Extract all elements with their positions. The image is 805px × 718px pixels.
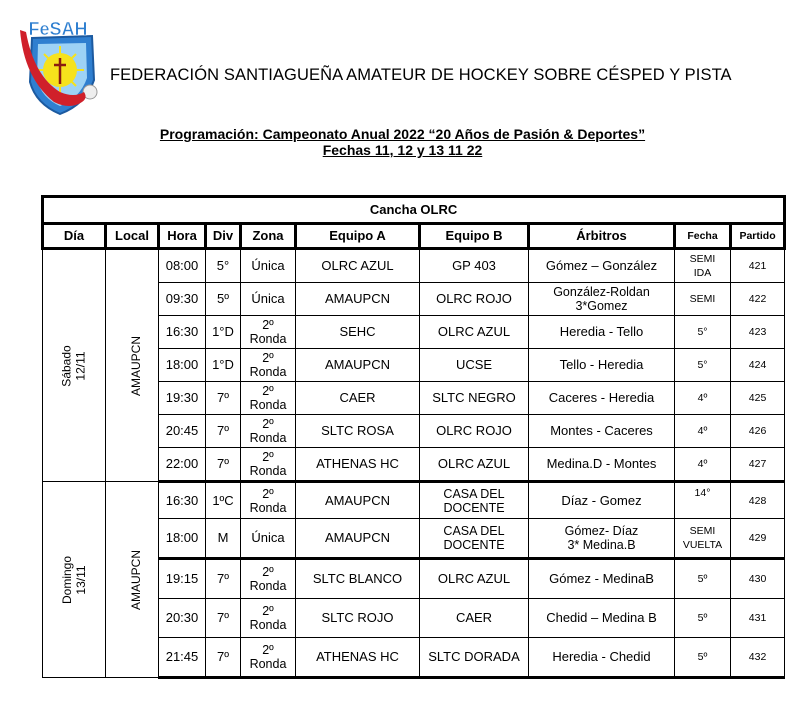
- partido-cell: 427: [731, 448, 785, 482]
- partido-cell: 426: [731, 415, 785, 448]
- partido-cell: 428: [731, 482, 785, 519]
- arbitros-cell: Gómez – González: [529, 249, 675, 283]
- equipo-a-cell: ATHENAS HC: [296, 638, 420, 678]
- col-header-dia: Día: [43, 224, 106, 249]
- equipo-a-cell: SLTC ROJO: [296, 599, 420, 638]
- arbitros-cell: Medina.D - Montes: [529, 448, 675, 482]
- partido-cell: 430: [731, 559, 785, 599]
- local-cell: [106, 482, 159, 678]
- partido-cell: 421: [731, 249, 785, 283]
- fecha-cell: 5º: [675, 599, 731, 638]
- col-header-partido: Partido: [731, 224, 785, 249]
- fecha-cell: 5º: [675, 559, 731, 599]
- partido-cell: 423: [731, 316, 785, 349]
- equipo-b-cell: CASA DEL DOCENTE: [420, 519, 529, 559]
- partido-cell: 422: [731, 283, 785, 316]
- hora-cell: 19:30: [159, 382, 206, 415]
- equipo-a-cell: SLTC ROSA: [296, 415, 420, 448]
- day-label: Sábado 12/11: [60, 344, 88, 387]
- fesah-logo: [14, 18, 106, 116]
- col-header-equipo-a: Equipo A: [296, 224, 420, 249]
- arbitros-cell: Montes - Caceres: [529, 415, 675, 448]
- col-header-fecha: Fecha: [675, 224, 731, 249]
- col-header-local: Local: [106, 224, 159, 249]
- hora-cell: 16:30: [159, 482, 206, 519]
- equipo-a-cell: ATHENAS HC: [296, 448, 420, 482]
- col-header-arbitros: Árbitros: [529, 224, 675, 249]
- div-cell: 1°D: [206, 349, 241, 382]
- hora-cell: 22:00: [159, 448, 206, 482]
- table-row: [43, 482, 785, 519]
- equipo-b-cell: SLTC NEGRO: [420, 382, 529, 415]
- equipo-b-cell: GP 403: [420, 249, 529, 283]
- hora-cell: 18:00: [159, 349, 206, 382]
- zona-cell: Única: [241, 249, 296, 283]
- zona-cell: 2º Ronda: [241, 448, 296, 482]
- equipo-b-cell: OLRC AZUL: [420, 559, 529, 599]
- day-cell: [43, 249, 106, 482]
- zona-cell: 2º Ronda: [241, 415, 296, 448]
- header-row: [43, 224, 785, 249]
- equipo-a-cell: SLTC BLANCO: [296, 559, 420, 599]
- organization-title: FEDERACIÓN SANTIAGUEÑA AMATEUR DE HOCKEY SOBRE CÉSPED Y PISTA: [110, 66, 732, 84]
- day-cell: [43, 482, 106, 678]
- div-cell: 7º: [206, 599, 241, 638]
- dates-title: Fechas 11, 12 y 13 11 22: [322, 142, 483, 158]
- zona-cell: 2º Ronda: [241, 482, 296, 519]
- equipo-b-cell: SLTC DORADA: [420, 638, 529, 678]
- zona-cell: 2º Ronda: [241, 638, 296, 678]
- hockey-shield-icon: [14, 18, 106, 116]
- fecha-cell: 4º: [675, 382, 731, 415]
- arbitros-cell: Gómez - MedinaB: [529, 559, 675, 599]
- col-header-equipo-b: Equipo B: [420, 224, 529, 249]
- table-row: [43, 249, 785, 283]
- field-title: Cancha OLRC: [43, 197, 785, 224]
- div-cell: 7º: [206, 415, 241, 448]
- svg-text:FeSAH: FeSAH: [28, 19, 88, 39]
- arbitros-cell: Chedid – Medina B: [529, 599, 675, 638]
- fecha-cell: 4º: [675, 415, 731, 448]
- partido-cell: 432: [731, 638, 785, 678]
- col-header-div: Div: [206, 224, 241, 249]
- day-label: Domingo 13/11: [60, 555, 88, 604]
- hora-cell: 09:30: [159, 283, 206, 316]
- equipo-b-cell: UCSE: [420, 349, 529, 382]
- local-cell: [106, 249, 159, 482]
- hora-cell: 19:15: [159, 559, 206, 599]
- div-cell: 7º: [206, 382, 241, 415]
- equipo-b-cell: OLRC AZUL: [420, 316, 529, 349]
- equipo-b-cell: OLRC ROJO: [420, 283, 529, 316]
- zona-cell: Única: [241, 283, 296, 316]
- program-heading: [0, 126, 805, 158]
- local-label: AMAUPCN: [129, 549, 144, 610]
- arbitros-cell: Heredia - Tello: [529, 316, 675, 349]
- fecha-cell: SEMI VUELTA: [675, 519, 731, 559]
- div-cell: 1ºC: [206, 482, 241, 519]
- equipo-b-cell: OLRC AZUL: [420, 448, 529, 482]
- div-cell: 7º: [206, 448, 241, 482]
- fecha-cell: SEMI: [675, 283, 731, 316]
- hora-cell: 21:45: [159, 638, 206, 678]
- arbitros-cell: Heredia - Chedid: [529, 638, 675, 678]
- fecha-cell: 4º: [675, 448, 731, 482]
- div-cell: 7º: [206, 638, 241, 678]
- equipo-a-cell: AMAUPCN: [296, 519, 420, 559]
- equipo-b-cell: OLRC ROJO: [420, 415, 529, 448]
- partido-cell: 431: [731, 599, 785, 638]
- arbitros-cell: González-Roldan 3*Gomez: [529, 283, 675, 316]
- arbitros-cell: Tello - Heredia: [529, 349, 675, 382]
- equipo-a-cell: AMAUPCN: [296, 482, 420, 519]
- zona-cell: Única: [241, 519, 296, 559]
- div-cell: 5°: [206, 249, 241, 283]
- fecha-cell: SEMI IDA: [675, 249, 731, 283]
- fecha-cell: 5°: [675, 316, 731, 349]
- equipo-a-cell: OLRC AZUL: [296, 249, 420, 283]
- equipo-a-cell: SEHC: [296, 316, 420, 349]
- local-label: AMAUPCN: [129, 335, 144, 396]
- equipo-a-cell: CAER: [296, 382, 420, 415]
- schedule-table: [41, 195, 786, 679]
- arbitros-cell: Caceres - Heredia: [529, 382, 675, 415]
- zona-cell: 2º Ronda: [241, 349, 296, 382]
- hora-cell: 16:30: [159, 316, 206, 349]
- div-cell: 7º: [206, 559, 241, 599]
- div-cell: M: [206, 519, 241, 559]
- col-header-hora: Hora: [159, 224, 206, 249]
- hora-cell: 18:00: [159, 519, 206, 559]
- fecha-cell: 14°: [675, 482, 731, 519]
- col-header-zona: Zona: [241, 224, 296, 249]
- equipo-a-cell: AMAUPCN: [296, 349, 420, 382]
- zona-cell: 2º Ronda: [241, 599, 296, 638]
- arbitros-cell: Díaz - Gomez: [529, 482, 675, 519]
- hora-cell: 20:45: [159, 415, 206, 448]
- equipo-b-cell: CAER: [420, 599, 529, 638]
- equipo-a-cell: AMAUPCN: [296, 283, 420, 316]
- partido-cell: 429: [731, 519, 785, 559]
- zona-cell: 2º Ronda: [241, 382, 296, 415]
- partido-cell: 425: [731, 382, 785, 415]
- partido-cell: 424: [731, 349, 785, 382]
- equipo-b-cell: CASA DEL DOCENTE: [420, 482, 529, 519]
- program-title: Programación: Campeonato Anual 2022 “20 Años de Pasión & Deportes”: [159, 126, 646, 142]
- div-cell: 1°D: [206, 316, 241, 349]
- fecha-cell: 5°: [675, 349, 731, 382]
- fecha-cell: 5º: [675, 638, 731, 678]
- hora-cell: 20:30: [159, 599, 206, 638]
- zona-cell: 2º Ronda: [241, 559, 296, 599]
- zona-cell: 2º Ronda: [241, 316, 296, 349]
- arbitros-cell: Gómez- Díaz 3* Medina.B: [529, 519, 675, 559]
- div-cell: 5º: [206, 283, 241, 316]
- hora-cell: 08:00: [159, 249, 206, 283]
